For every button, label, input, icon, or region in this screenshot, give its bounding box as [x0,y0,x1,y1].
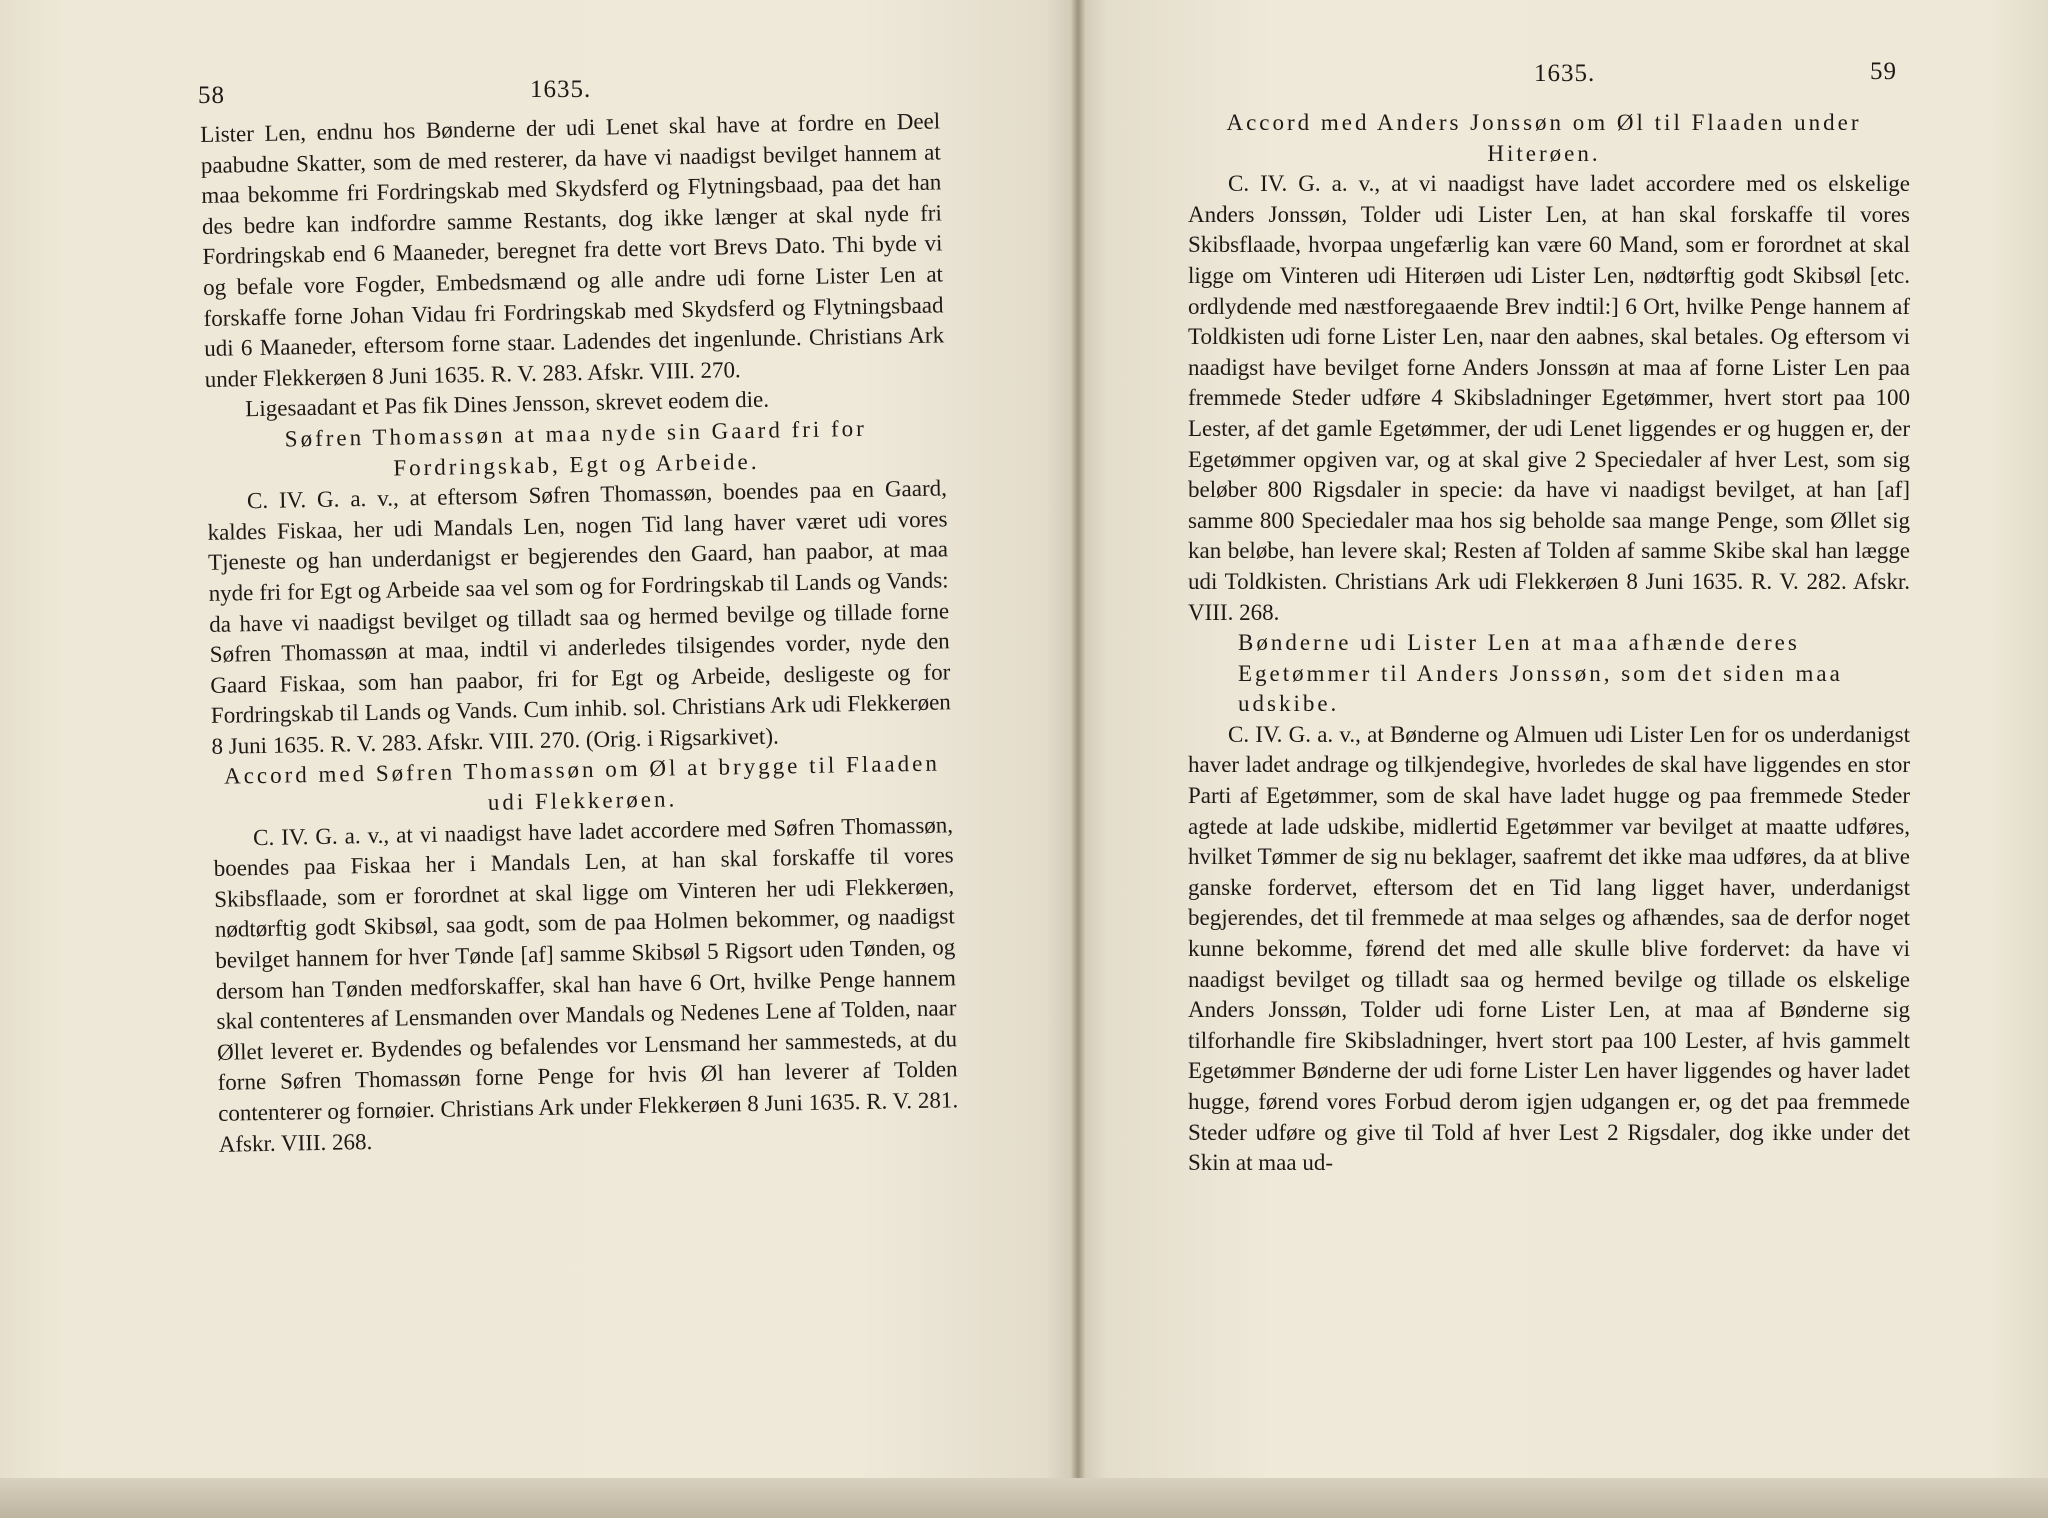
section-heading: Søfren Thomassøn at maa nyde sin Gaard fri for Fordringskab, Egt og Arbeide. [284,415,868,481]
right-page [1078,0,2048,1518]
page-body [200,106,959,1160]
page-body [1188,108,1910,1179]
section-heading: Bønderne udi Lister Len at maa afhænde deres Egetømmer til Anders Jonssøn, som det siden maa udskibe. [1238,630,1843,717]
page-number: 59 [1870,58,1897,85]
paragraph: C. IV. G. a. v., at eftersom Søfren Thomassøn, boendes paa en Gaard, kaldes Fiskaa, her udi Mandals Len, nogen Tid lang haver været udi vores Tjeneste og han underdanigst er begjerendes den Gaard, han paabor, at maa nyde fri for Egt og Arbeide saa vel som og for Fordringskab til Lands og Vands: da have vi naadigst bevilget og tilladt saa og hermed bevilge og tillade forne Søfren Thomassøn at maa, indtil vi anderledes tilsigendes vorder, nyde den Gaard Fiskaa, som han paabor, fri for Egt og Arbeide, desligeste og for Fordringskab til Lands og Vands. Cum inhib. sol. Christians Ark udi Flekkerøen 8 Juni 1635. R. V. 283. Afskr. VIII. 270. (Orig. i Rigsarkivet). [207,475,952,759]
book-gutter [1070,0,1086,1518]
paragraph: C. IV. G. a. v., at vi naadigst have ladet accordere med Søfren Thomassøn, boendes paa Fiskaa her i Mandals Len, at han skal forskaffe til vores Skibsflaade, som er forordnet at skal ligge om Vinteren her udi Flekkerøen, nødtørftig godt Skibsøl, saa godt, som de paa Holmen bekommer, og naadigst bevilget hannem for hver Tønde [af] samme Skibsøl 5 Rigsort uden Tønden, og dersom han Tønden medforskaffer, skal han have 6 Ort, hvilke Penge hannem skal contenteres af Lensmanden over Mandals og Nedenes Lene af Tolden, naar Øllet leveret er. Bydendes og befalendes vor Lensmand her sammesteds, at du forne Søfren Thomassøn forne Penge for hvis Øl han leverer af Tolden contenterer og fornøier. Christians Ark under Flekkerøen 8 Juni 1635. R. V. 281. Afskr. VIII. 268. [213,811,959,1157]
page-edge [0,1478,2048,1518]
running-head: 1635. [1534,60,1596,87]
section-heading: Accord med Søfren Thomassøn om Øl at brygge til Flaaden udi Flekkerøen. [223,751,941,815]
paragraph: Lister Len, endnu hos Bønderne der udi Lenet skal have at fordre en Deel paabudne Skatter, som de med resterer, da have vi naadigst bevilget hannem at maa bekomme fri Fordringskab med Skydsferd og Flytningsbaad, paa det han des bedre kan indfordre samme Restants, dog ikke længer at skal nyde fri Fordringskab end 6 Maaneder, beregnet fra dette vort Brevs Dato. Thi byde vi og befale vore Fogder, Embedsmænd og alle andre udi forne Lister Len at forskaffe forne Johan Vidau fri Fordringskab med Skydsferd og Flytningsbaad udi 6 Maaneder, eftersom forne staar. Ladendes det ingenlunde. Christians Ark under Flekkerøen 8 Juni 1635. R. V. 283. Afskr. VIII. 270. [200,108,945,392]
page-number: 58 [198,82,225,109]
paragraph: Ligesaadant et Pas fik Dines Jensson, skrevet eodem die. [245,386,770,422]
paragraph: C. IV. G. a. v., at Bønderne og Almuen udi Lister Len for os underdanigst haver ladet andrage og tilkjendegive, hvorledes de skal have liggendes en stor Parti af Egetømmer, som de skal have ladet hugge og paa fremmede Steder agtede at lade udskibe, midlertid Egetømmer var bevilget at maatte udføres, hvilket Tømmer de sig nu beklager, saafremt det ikke maa udføres, da at blive ganske fordervet, eftersom det en Tid lang ligget haver, underdanigst begjerendes, det til fremmede at maa selges og afhændes, saa de derfor noget kunne bekomme, førend det med alle skulle blive fordervet: da have vi naadigst bevilget og tilladt saa og hermed bevilge og tillade os elskelige Anders Jonssøn, Tolder udi forne Lister Len, at maa af Bønderne sig tilforhandle fire Skibsladninger, hvert stort paa 100 Lester, af hvis gammelt Egetømmer Bønderne der udi forne Lister Len haver liggendes og haver ladet hugge, førend vores Forbud derom igjen udgangen er, og det paa fremmede Steder udføre og give til Told af hver Lest 2 Rigsdaler, dog ikke under det Skin at maa ud- [1188,721,1910,1176]
running-head: 1635. [530,76,592,103]
paragraph: C. IV. G. a. v., at vi naadigst have ladet accordere med os elskelige Anders Jonssøn, Tolder udi Lister Len, at han skal forskaffe til vores Skibsflaade, hvorpaa ungefærlig kan være 60 Mand, som er forordnet at skal ligge om Vinteren udi Hiterøen udi Lister Len, nødtørftig godt Skibsøl [etc. ordlydende med næstforegaaende Brev indtil:] 6 Ort, hvilke Penge hannem af Toldkisten udi forne Lister Len, naar den aabnes, skal betales. Og eftersom vi naadigst have bevilget forne Anders Jonssøn at maa af forne Lister Len paa fremmede Steder udføre 4 Skibsladninger Egetømmer, hvert stort paa 100 Lester, af det gamle Egetømmer, der udi Lenet liggendes er og huggen er, der Egetømmer opgiven var, og at skal give 2 Speciedaler af hver Lest, som sig beløber 800 Rigsdaler in specie: da have vi naadigst bevilget, at han [af] samme 800 Speciedaler maa hos sig beholde saa mange Penge, som Øllet sig kan beløbe, han levere skal; Resten af Tolden af samme Skibe skal han lægge udi Toldkisten. Christians Ark udi Flekkerøen 8 Juni 1635. R. V. 282. Afskr. VIII. 268. [1188,171,1910,625]
section-heading: Accord med Anders Jonssøn om Øl til Flaaden under Hiterøen. [1226,110,1862,166]
